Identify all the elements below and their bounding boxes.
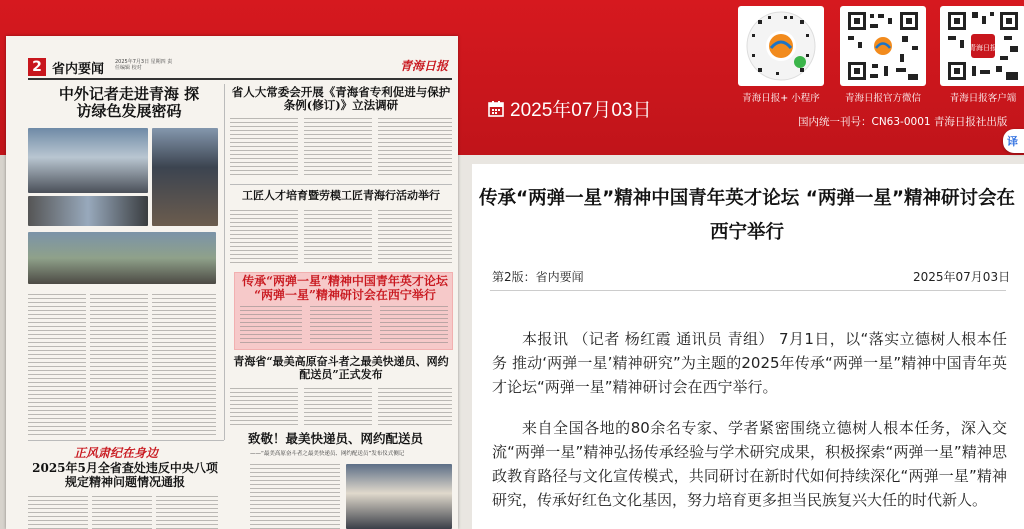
mini-program-qr-icon (738, 6, 824, 86)
story-headline[interactable]: 青海省“最美高原奋斗者之最美快递员、网约配送员”正式发布 (233, 355, 449, 381)
article-text (156, 496, 218, 529)
article-text (378, 388, 452, 428)
paper-date: 2025年7月3日 星期四 责任编辑 校对 (115, 59, 173, 71)
article-page[interactable]: 第2版：省内要闻 (492, 270, 584, 284)
article-text (92, 496, 152, 529)
article-text (230, 388, 298, 428)
news-photo[interactable] (152, 128, 218, 226)
story-headline[interactable]: 2025年5月全省查处违反中央八项规定精神问题情况通报 (32, 461, 218, 489)
publication-info: 国内统一刊号：CN63-0001 青海日报社出版 (798, 116, 1008, 128)
news-photo[interactable] (28, 232, 216, 284)
article-text (230, 210, 298, 266)
translate-icon: 译 (1007, 135, 1018, 148)
article-text (240, 306, 302, 346)
article-panel (472, 164, 1024, 529)
translate-button[interactable] (1003, 129, 1024, 153)
story-headline[interactable]: 致敬！最美快递员、网约配送员 (248, 431, 424, 446)
story-headline[interactable]: 工匠人才培育暨劳模工匠青海行活动举行 (242, 189, 440, 202)
article-text (304, 210, 372, 266)
article-text (378, 118, 452, 178)
newspaper-page[interactable] (6, 36, 458, 529)
article-text (90, 294, 148, 438)
date-text: 2025年07月03日 (510, 100, 652, 121)
story-divider (230, 184, 452, 185)
mini-program-card[interactable] (738, 6, 824, 104)
page-section: 省内要闻 (52, 62, 105, 77)
story-headline[interactable]: 省人大常委会开展《青海省专利促进与保护条例(修订)》立法调研 (231, 85, 451, 113)
article-text (304, 118, 372, 178)
article-text (304, 388, 372, 428)
wechat-card[interactable] (840, 6, 926, 104)
article-text (310, 306, 372, 346)
column-divider (224, 84, 225, 440)
news-photo[interactable] (28, 196, 148, 226)
column-label: 正风肃纪在身边 (74, 446, 159, 460)
wechat-label: 青海日报官方微信 (844, 93, 921, 104)
article-paragraph: 来自全国各地的80余名专家、学者紧密围绕立德树人根本任务，深入交流“两弹一星”精神弘扬传承经验与学术研究成果，积极探索“两弹一星”精神思政教育路径与文化宣传模式，共同研讨在新时代如何持续深化“两弹一星”精神研究，传承好红色文化基因，努力培育更多担当民族复兴大任的时代新人。 (492, 419, 1007, 509)
header-rule (28, 78, 452, 80)
story-headline[interactable]: 中外记者走进青海 探访绿色发展密码 (58, 85, 200, 121)
news-photo[interactable] (28, 128, 148, 193)
calendar-icon (488, 100, 504, 117)
selected-story-headline[interactable]: 传承“两弹一星”精神中国青年英才论坛 “两弹一星”精神研讨会在西宁举行 (242, 274, 448, 303)
app-label: 青海日报客户端 (949, 93, 1017, 104)
article-text (380, 306, 448, 346)
article-paragraph: 本报讯 （记者 杨红霞 通讯员 青组） 7月1日，以“落实立德树人根本任务 推动‘两弹一星’精神研究”为主题的2025年传承“两弹一星”精神中国青年英才论坛“两弹一星”精神研讨会在西宁举行。 (492, 330, 1007, 396)
article-text (250, 464, 340, 529)
app-qr-icon (940, 6, 1024, 86)
article-date: 2025年07月03日 (913, 270, 1011, 284)
article-text (230, 118, 298, 178)
page-number: 2 (28, 58, 46, 76)
masthead-logo: 青海日报 (400, 59, 449, 73)
article-title: 传承“两弹一星”精神中国青年英才论坛 “两弹一星”精神研讨会在西宁举行 (478, 188, 1016, 243)
article-text (28, 294, 86, 438)
news-photo[interactable] (346, 464, 452, 529)
wechat-qr-icon (840, 6, 926, 86)
app-card[interactable] (940, 6, 1024, 104)
article-text (378, 210, 452, 266)
svg-text:青海日报: 青海日报 (969, 44, 997, 52)
story-subhead: ——“最美高原奋斗者之最美快递员、网约配送员”发布仪式侧记 (250, 451, 405, 457)
article-divider (490, 290, 1006, 291)
article-text (152, 294, 216, 438)
issue-date[interactable] (488, 95, 652, 122)
story-divider (28, 440, 224, 441)
mini-program-label: 青海日报+ 小程序 (742, 93, 820, 104)
article-text (28, 496, 88, 529)
